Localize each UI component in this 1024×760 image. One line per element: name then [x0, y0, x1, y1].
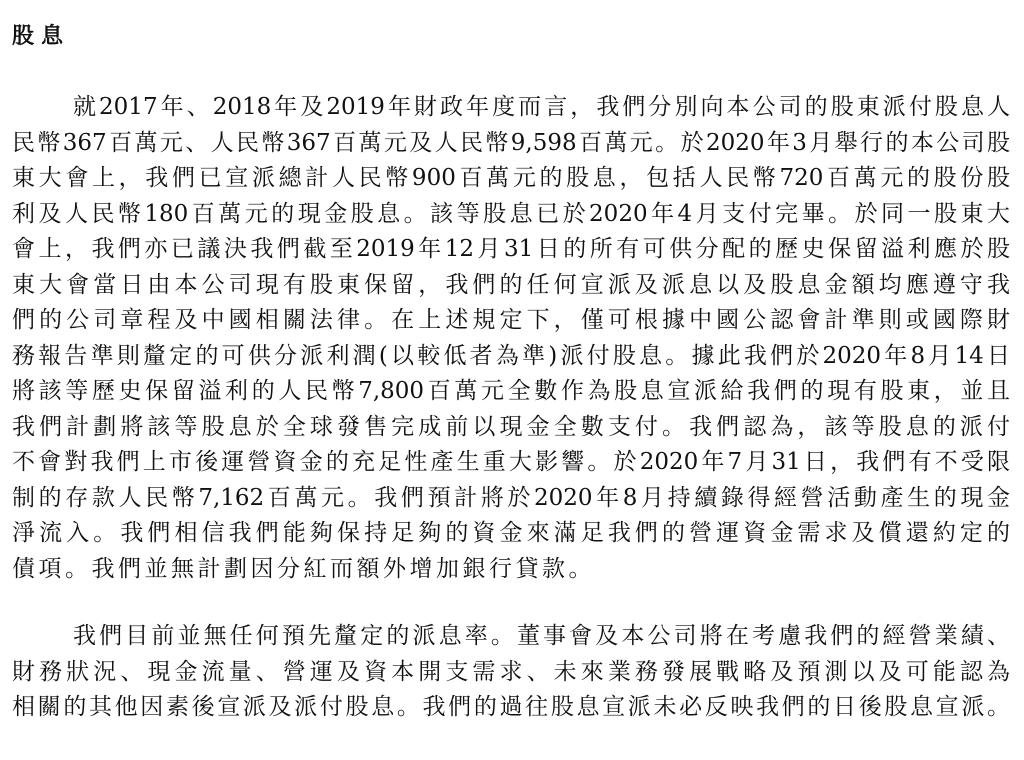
paragraph-dividend-policy [12, 619, 1010, 726]
paragraph-line: 淨流入。我們相信我們能夠保持足夠的資金來滿足我們的營運資金需求及償還約定的 [12, 520, 1010, 546]
paragraph-dividend-history [12, 90, 1010, 587]
paragraph-line: 會上，我們亦已議決我們截至2019年12月31日的所有可供分配的歷史保留溢利應於股 [12, 236, 1010, 262]
paragraph-line: 利及人民幣180百萬元的現金股息。該等股息已於2020年4月支付完畢。於同一股東大 [12, 200, 1010, 227]
paragraph-line: 東大會上，我們已宣派總計人民幣900百萬元的股息，包括人民幣720百萬元的股份股 [12, 165, 1010, 191]
paragraph-line: 我們計劃將該等股息於全球發售完成前以現金全數支付。我們認為，該等股息的派付 [12, 413, 1010, 440]
paragraph-line: 制的存款人民幣7,162百萬元。我們預計將於2020年8月持續錄得經營活動產生的現金 [12, 484, 1010, 511]
paragraph-line: 就2017年、2018年及2019年財政年度而言，我們分別向本公司的股東派付股息人 [73, 94, 1010, 120]
paragraph-line: 不會對我們上市後運營資金的充足性產生重大影響。於2020年7月31日，我們有不受限 [12, 449, 1010, 475]
paragraph-line: 債項。我們並無計劃因分紅而額外增加銀行貸款。 [12, 555, 595, 582]
section-title: 股息 [12, 23, 71, 49]
paragraph-line: 相關的其他因素後宣派及派付股息。我們的過往股息宣派未必反映我們的日後股息宣派。 [12, 694, 1010, 720]
paragraph-line: 東大會當日由本公司現有股東保留，我們的任何宣派及派息以及股息金額均應遵守我 [12, 271, 1010, 298]
paragraph-line: 我們目前並無任何預先釐定的派息率。董事會及本公司將在考慮我們的經營業績、 [73, 623, 1010, 649]
paragraph-line: 們的公司章程及中國相關法律。在上述規定下，僅可根據中國公認會計準則或國際財 [12, 307, 1010, 333]
paragraph-line: 將該等歷史保留溢利的人民幣7,800百萬元全數作為股息宣派給我們的現有股東，並且 [12, 378, 1010, 404]
paragraph-line: 財務狀況、現金流量、營運及資本開支需求、未來業務發展戰略及預測以及可能認為 [12, 658, 1010, 685]
paragraph-line: 民幣367百萬元、人民幣367百萬元及人民幣9,598百萬元。於2020年3月舉行的本公司股 [12, 129, 1010, 156]
paragraph-line: 務報告準則釐定的可供分派利潤(以較低者為準)派付股息。據此我們於2020年8月14日 [12, 342, 1010, 369]
